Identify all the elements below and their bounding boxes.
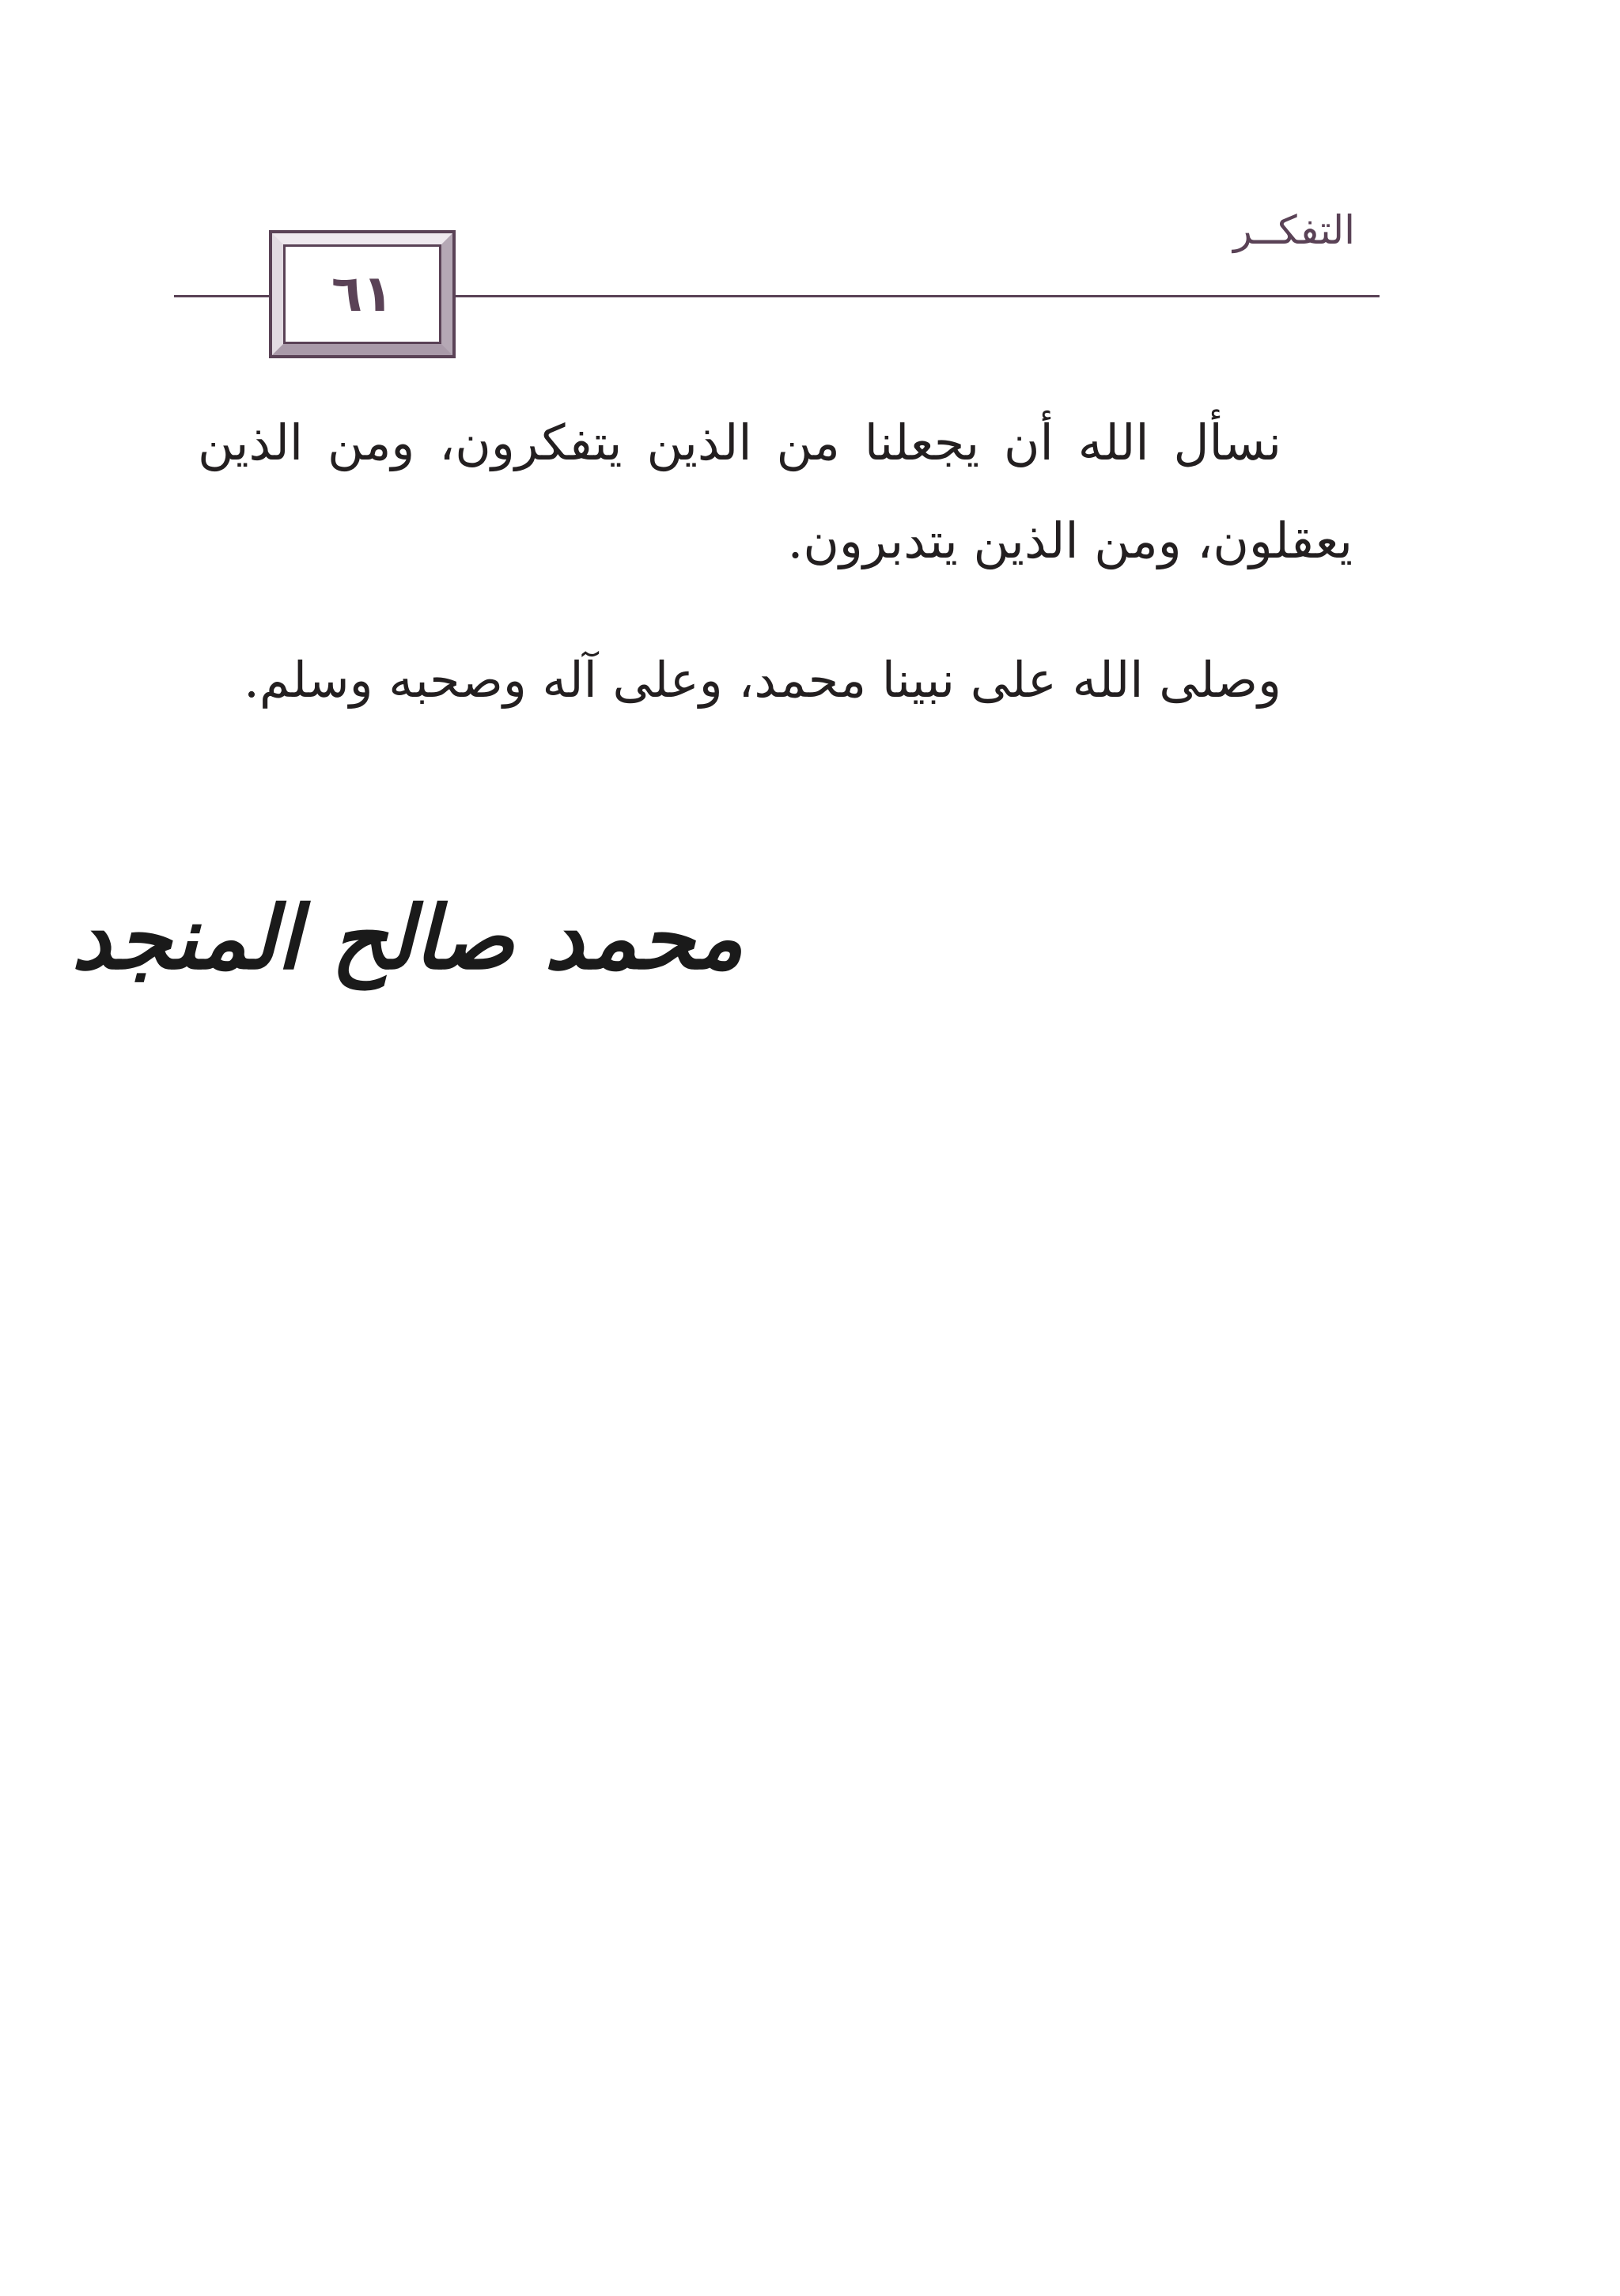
page-number-frame-inner — [283, 244, 441, 344]
page-number-frame — [271, 232, 454, 357]
running-title: التفكــر — [1232, 207, 1355, 253]
body-paragraph-1: نسأل الله أن يجعلنا من الذين يتفكرون، ومن الذين يعقلون، ومن الذين يتدبرون. — [198, 414, 1353, 569]
body-paragraph-2: وصلى الله على نبينا محمد، وعلى آله وصحبه وسلم. — [244, 651, 1281, 709]
calligraphic-signature: محمد صالح المنجد — [71, 886, 744, 989]
page-number: ٦١ — [331, 265, 394, 323]
